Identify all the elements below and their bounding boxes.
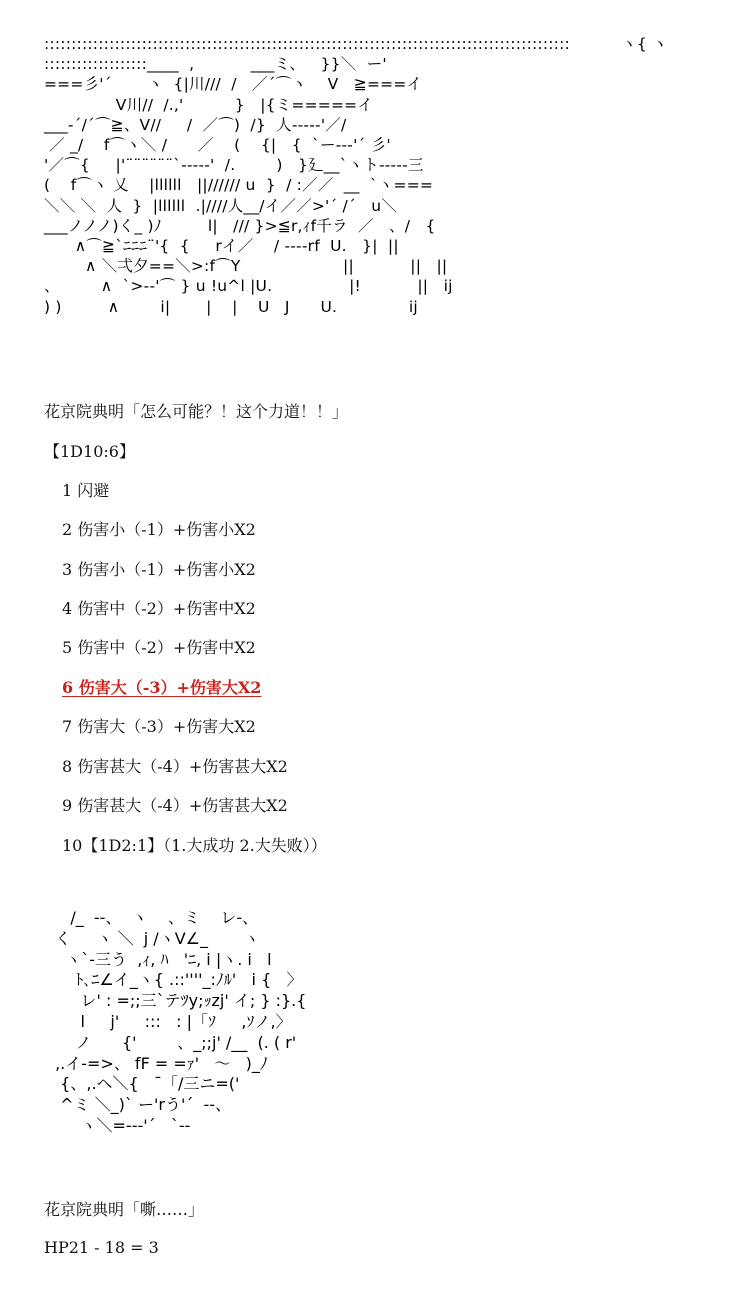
hp-line: HP21 - 18 = 3: [44, 1238, 159, 1257]
option-6-selected: 6 伤害大（-3）+伤害大X2: [62, 678, 262, 697]
option-8: 8 伤害甚大（-4）+伤害甚大X2: [62, 757, 288, 776]
option-4: 4 伤害中（-2）+伤害中X2: [62, 599, 256, 618]
option-7: 7 伤害大（-3）+伤害大X2: [62, 717, 256, 736]
narration-line-1: 花京院典明「怎么可能？！这个力道！！」: [44, 402, 349, 421]
option-9: 9 伤害甚大（-4）+伤害甚大X2: [62, 796, 288, 815]
ascii-art-top: ::::::::::::::::::::::::::::::::::::::::::::::::::::::::::::::::::::::::::::::::::::::::::::::::: ヽ{ ヽ :::::::::::::::::::____ , ___ミ、 }}＼ ー' ===彡'´ ヽ {|川/// / ／´⌒ヽ V ≧===イ V川// /.,' } |{ミ=====イ ___-´/´⌒≧、V// / ／⌒) /} 人-----'／/ ／ _/ f⌒ヽ＼ / ／ ( {| { `ー‐‐‐'´ 彡' '／⌒{ |'¨¨¨¨¨¨`‐‐‐‐‐' /. ) }廴__`ヽト-----三 ( f⌒ヽ 乂 |llllll ||////// u } / :／／ __ `ヽ=== ＼＼ ＼ 人 } |llllll .|////人__/イ／／>'´ /´ u＼ ___ノノノ)く_ )ﾉ l| /// }>≦r,ｨf千ラ ／ 、/ { ∧⌒≧`ﾆﾆﾆ¨'{ { rイ／ / ----rf U. }| || ∧ ＼弌夕==＼>:f⌒Y || || || 、 ∧ `>-‐'⌒ } u !u^l |U. |! || ij ) ) ∧ i| | | U J U. ij: [44, 35, 668, 316]
roll-header: 【1D10:6】: [44, 442, 135, 461]
option-5: 5 伤害中（-2）+伤害中X2: [62, 638, 256, 657]
option-2: 2 伤害小（-1）+伤害小X2: [62, 520, 256, 539]
option-10: 10【1D2:1】（1.大成功 2.大失败））: [62, 836, 327, 855]
narration-line-2: 花京院典明「嘶……」: [44, 1200, 205, 1219]
ascii-art-bottom: /_ --、 ヽ 、ミ レ-、 く ヽ ＼ j /ヽV∠_ ヽ ヽ`-三う ,ｨ, ﾊ 'ﾆ, i |ヽ. i l ﾄ､ﾆ∠イ_ヽ{ .::''''_:ﾉﾙ' i { 〉 レ' : =;;三`テﾂy;ｯzj' イ; } :}.{ l j' ::: : |「ｿ ,ｿノ,〉 ノ {' 、_;;j' /__ (. ( r' ,.イ-=>、 fF = =ｧ' 〜 )_ﾉ {、,.ヘ＼{ ¯「/三ニ=(' ^ミ ＼_)` ー'rう'´ --、 ヽ＼=--‐'´ `--: [55, 908, 307, 1135]
option-3: 3 伤害小（-1）+伤害小X2: [62, 560, 256, 579]
option-1: 1 闪避: [62, 481, 110, 500]
